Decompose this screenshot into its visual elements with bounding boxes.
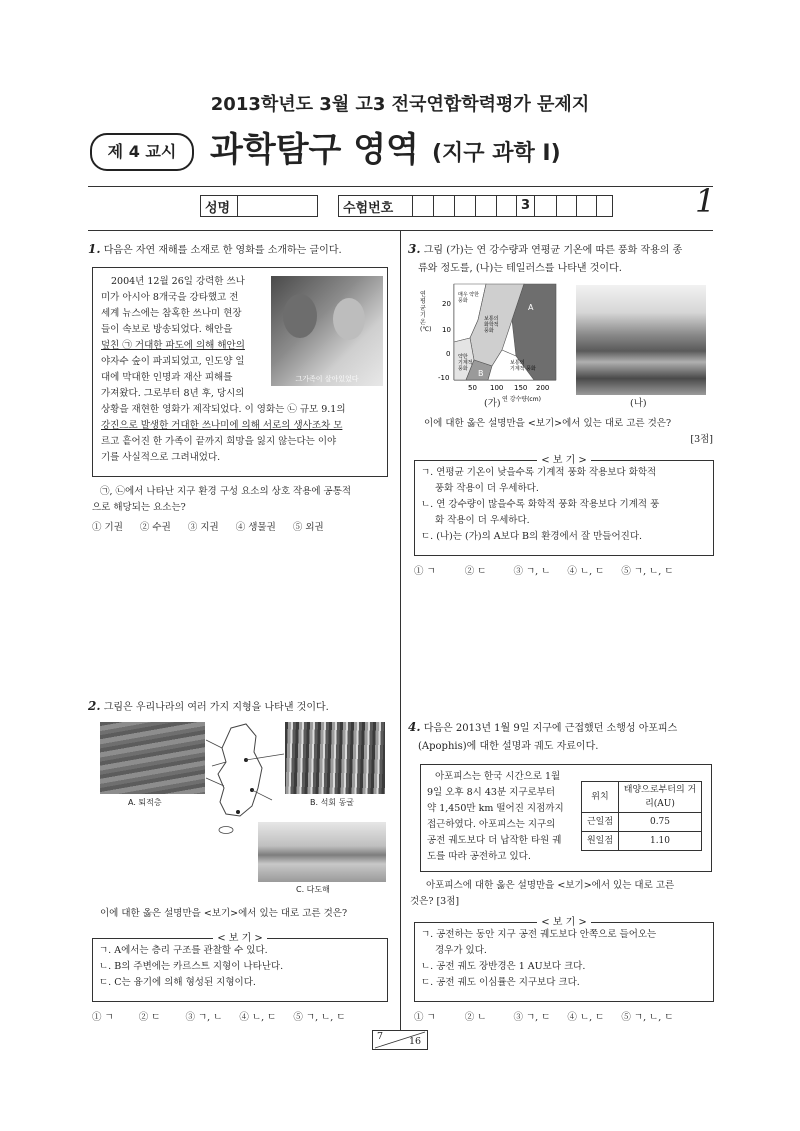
region-b: B bbox=[478, 369, 484, 378]
q4-prompt: 4. 다음은 2013년 1월 9일 지구에 근접했던 소행성 아포피스 (Apophis)에 대한 설명과 궤도 자료이다. bbox=[408, 720, 678, 752]
weathering-chart bbox=[416, 280, 566, 410]
q1-choice-4[interactable]: ④ 생물권 bbox=[235, 522, 276, 533]
exam-number-box[interactable] bbox=[338, 195, 613, 217]
q4-choice-4[interactable]: ④ ㄴ, ㄷ bbox=[567, 1012, 605, 1023]
region-chemical: 보통의 화학적 풍화 bbox=[484, 316, 499, 334]
table-cell-aphelion-value: 1.10 bbox=[619, 832, 702, 851]
page-number: 1 bbox=[695, 182, 716, 220]
q3-bogi-1: ㄱ. 연평균 기온이 낮을수록 기계적 풍화 작용보다 화학적 bbox=[421, 467, 657, 478]
movie-poster-image bbox=[271, 276, 383, 386]
exam-title: 2013학년도 3월 고3 전국연합학력평가 문제지 bbox=[210, 94, 590, 115]
photo-caption: 그가족이 살아있었다 bbox=[295, 375, 359, 383]
chart-ytick-20: 20 bbox=[442, 300, 451, 308]
label-a: A. 퇴적층 bbox=[128, 798, 162, 807]
q2-bogi-1: ㄱ. A에서는 층리 구조를 관찰할 수 있다. bbox=[99, 945, 268, 956]
q2-bogi-2: ㄴ. B의 주변에는 카르스트 지형이 나타난다. bbox=[99, 961, 284, 972]
chart-xtick-200: 200 bbox=[536, 384, 550, 392]
q4-choice-3[interactable]: ③ ㄱ, ㄷ bbox=[513, 1012, 551, 1023]
q3-choice-4[interactable]: ④ ㄴ, ㄷ bbox=[567, 566, 605, 577]
q4-bogi-1: ㄱ. 공전하는 동안 지구 공전 궤도보다 안쪽으로 들어오는 bbox=[421, 929, 657, 940]
chart-ytick-10: 10 bbox=[442, 326, 451, 334]
talus-photo bbox=[576, 285, 706, 395]
header-rule bbox=[88, 186, 713, 187]
q3-bogi-title: < 보 기 > bbox=[537, 455, 591, 466]
exam-number-label: 수험번호 bbox=[343, 201, 394, 216]
subject-main: 과학탐구 영역 bbox=[210, 130, 419, 170]
chart-ytick-minus10: -10 bbox=[438, 374, 450, 382]
korea-map bbox=[196, 718, 286, 838]
q2-bogi-title: < 보 기 > bbox=[213, 933, 267, 944]
name-box[interactable] bbox=[200, 195, 318, 217]
q2-choice-4[interactable]: ④ ㄴ, ㄷ bbox=[239, 1012, 277, 1023]
q2-choice-3[interactable]: ③ ㄱ, ㄴ bbox=[185, 1012, 223, 1023]
page-current: 7 bbox=[377, 1031, 384, 1042]
q2-choice-2[interactable]: ② ㄷ bbox=[138, 1012, 161, 1023]
archipelago-photo bbox=[258, 822, 386, 882]
q1-passage-box bbox=[92, 267, 388, 477]
q1-choice-3[interactable]: ③ 지권 bbox=[187, 522, 219, 533]
q4-question: 아포피스에 대한 옳은 설명만을 <보기>에서 있는 대로 고른 것은? [3점] bbox=[410, 880, 675, 907]
region-a: A bbox=[528, 303, 534, 312]
q4-choices bbox=[414, 1010, 719, 1026]
q1-choices bbox=[92, 520, 397, 536]
page-indicator bbox=[372, 1030, 428, 1050]
table-cell-perihelion: 근일점 bbox=[582, 813, 619, 832]
q4-bogi-title: < 보 기 > bbox=[537, 917, 591, 928]
q1-passage-bottom: 상황을 재현한 영화가 제작되었다. 이 영화는 ㉡ 규모 9.1의 강진으로 발생한 거대한 쓰나미에 의해 서로의 생사조차 모 르고 흩어진 한 가족이 끝까지 희망을 잃지 않는다는 이야 기를 사실적으로 그려내었다. bbox=[101, 404, 346, 463]
q4-choice-2[interactable]: ② ㄴ bbox=[464, 1012, 487, 1023]
q1-choice-2[interactable]: ② 수권 bbox=[139, 522, 171, 533]
q3-choice-3[interactable]: ③ ㄱ, ㄴ bbox=[513, 566, 551, 577]
exam-number-digit: 3 bbox=[517, 196, 535, 216]
table-cell-perihelion-value: 0.75 bbox=[619, 813, 702, 832]
chart-xtick-150: 150 bbox=[514, 384, 528, 392]
q3-choice-2[interactable]: ② ㄷ bbox=[464, 566, 487, 577]
region-mech: 보통의 기계적 풍화 bbox=[510, 360, 536, 372]
table-header-distance: 태양으로부터의 거리(AU) bbox=[619, 782, 702, 813]
q4-bogi-2: ㄴ. 공전 궤도 장반경은 1 AU보다 크다. bbox=[421, 961, 586, 972]
subject-sub: (지구 과학 Ⅰ) bbox=[432, 141, 561, 166]
chart-xtick-100: 100 bbox=[490, 384, 504, 392]
table-cell-aphelion: 원일점 bbox=[582, 832, 619, 851]
q1-number: 1. bbox=[88, 242, 101, 256]
q3-prompt: 3. 그림 (가)는 연 강수량과 연평균 기온에 따른 풍화 작용의 종 류와 정도를, (나)는 테일러스를 나타낸 것이다. bbox=[408, 242, 683, 274]
q3-choice-1[interactable]: ① ㄱ bbox=[414, 566, 436, 577]
q4-bogi-box: < 보 기 > ㄱ. 공전하는 동안 지구 공전 궤도보다 안쪽으로 들어오는 경우가 있다. ㄴ. 공전 궤도 장반경은 1 AU보다 크다. ㄷ. 공전 궤도 이심률은 지구보다 크다. bbox=[414, 922, 714, 1002]
q3-number: 3. bbox=[408, 242, 421, 256]
q2-choice-5[interactable]: ⑤ ㄱ, ㄴ, ㄷ bbox=[293, 1012, 346, 1023]
q1-passage-top: 2004년 12월 26일 강력한 쓰나 미가 아시아 8개국을 강타했고 전 세계 뉴스에는 참혹한 쓰나미 현장 들이 속보로 방송되었다. 해안을 덮친 ㉠ 거대한 파도에 의해 해안의 야자수 숲이 파괴되었고, 인도양 일 대에 막대한 인명과 재산 피해를 가져왔다. 그로부터 8년 후, 당시의 bbox=[101, 276, 245, 399]
q2-choices bbox=[92, 1010, 397, 1026]
q4-choice-1[interactable]: ① ㄱ bbox=[414, 1012, 436, 1023]
q3-choice-5[interactable]: ⑤ ㄱ, ㄴ, ㄷ bbox=[621, 566, 674, 577]
page-total: 16 bbox=[409, 1036, 422, 1047]
q4-bogi-3: ㄷ. 공전 궤도 이심률은 지구보다 크다. bbox=[421, 977, 580, 988]
region-very-weak: 매우 약한 풍화 bbox=[458, 292, 479, 304]
q2-bogi-box bbox=[92, 933, 388, 1002]
q3-question: 이에 대한 옳은 설명만을 <보기>에서 있는 대로 고른 것은? [3점] bbox=[424, 418, 713, 445]
q2-prompt: 2. 그림은 우리나라의 여러 가지 지형을 나타낸 것이다. bbox=[88, 699, 329, 713]
q4-passage: 아포피스는 한국 시간으로 1월 9일 오후 8시 43분 지구로부터 약 1,450만 km 떨어진 지점까지 접근하였다. 아포피스는 지구의 공전 궤도보다 더 납작한 타원 궤 도를 따라 공전하고 있다. bbox=[427, 771, 564, 862]
q1-choice-1[interactable]: ① 기권 bbox=[92, 522, 123, 533]
q1-choice-5[interactable]: ⑤ 외권 bbox=[292, 522, 324, 533]
q2-question: 이에 대한 옳은 설명만을 <보기>에서 있는 대로 고른 것은? bbox=[100, 908, 348, 919]
q1-question: ㉠, ㉡에서 나타난 지구 환경 구성 요소의 상호 작용에 공통적 으로 해당되는 요소는? bbox=[92, 486, 352, 513]
q4-choice-5[interactable]: ⑤ ㄱ, ㄴ, ㄷ bbox=[621, 1012, 674, 1023]
q4-number: 4. bbox=[408, 720, 421, 734]
q2-choice-1[interactable]: ① ㄱ bbox=[92, 1012, 114, 1023]
region-weak-mech: 약한 기계적 풍화 bbox=[458, 354, 473, 372]
q2-bogi-3: ㄷ. C는 융기에 의해 형성된 지형이다. bbox=[99, 977, 256, 988]
label-c: C. 다도해 bbox=[296, 885, 330, 894]
q3-choices bbox=[414, 564, 719, 580]
q3-bogi-box: < 보 기 > ㄱ. 연평균 기온이 낮을수록 기계적 풍화 작용보다 화학적 풍화 작용이 더 우세하다. ㄴ. 연 강수량이 많을수록 화학적 풍화 작용보다 기계적 풍 화 작용이 더 우세하다. ㄷ. (나)는 (가)의 A보다 B의 환경에서 잘 만들어진다. bbox=[414, 460, 714, 556]
q4-passage-box bbox=[420, 764, 712, 872]
fig-label-ga: (가) bbox=[484, 398, 501, 409]
q3-bogi-2: ㄴ. 연 강수량이 많을수록 화학적 풍화 작용보다 기계적 풍 bbox=[421, 499, 660, 510]
chart-ytick-0: 0 bbox=[446, 350, 451, 358]
column-divider bbox=[400, 230, 401, 1030]
limestone-cave-photo bbox=[285, 722, 385, 794]
chart-ylabel: 연 평 균 기 온 (℃) bbox=[420, 291, 432, 333]
period-badge: 제 4 교시 bbox=[90, 133, 194, 171]
name-label: 성명 bbox=[205, 201, 231, 216]
label-b: B. 석회 동굴 bbox=[310, 798, 355, 807]
table-header-position: 위치 bbox=[582, 782, 619, 813]
chart-xlabel: 연 강수량(cm) bbox=[502, 396, 541, 403]
q3-bogi-3: ㄷ. (나)는 (가)의 A보다 B의 환경에서 잘 만들어진다. bbox=[421, 531, 643, 542]
q1-prompt: 1. 다음은 자연 재해를 소재로 한 영화를 소개하는 글이다. bbox=[88, 242, 342, 256]
fig-label-na: (나) bbox=[630, 398, 647, 409]
orbit-table bbox=[581, 781, 702, 851]
q2-number: 2. bbox=[88, 699, 101, 713]
sedimentary-layers-photo bbox=[100, 722, 205, 794]
chart-xtick-50: 50 bbox=[468, 384, 477, 392]
